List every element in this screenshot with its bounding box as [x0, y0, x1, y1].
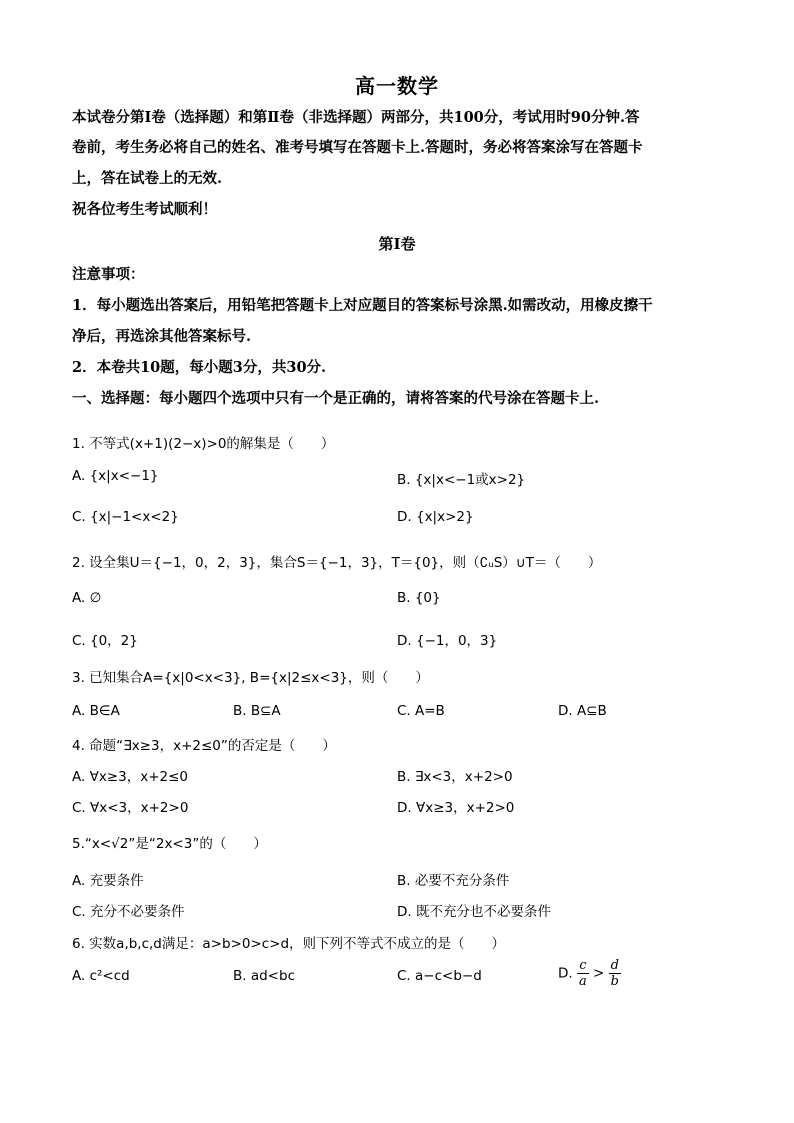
question-2-option-b[interactable]: B. {0}	[397, 590, 441, 606]
question-6-option-d[interactable]	[558, 958, 621, 989]
question-5-option-d[interactable]: D. 既不充分也不必要条件	[397, 904, 551, 920]
intro-line-3: 上，答在试卷上的无效.	[72, 170, 223, 187]
notes-item-1-line-1: 1．每小题选出答案后，用铅笔把答题卡上对应题目的答案标号涂黑.如需改动，用橡皮擦干	[72, 297, 653, 314]
question-1-option-a[interactable]: A. {x|x<−1}	[72, 468, 159, 484]
question-1-stem: 1. 不等式(x+1)(2−x)>0的解集是（ ）	[72, 436, 335, 452]
question-4-option-c[interactable]: C. ∀x<3，x+2>0	[72, 800, 189, 816]
question-3-option-d[interactable]: D. A⊆B	[558, 703, 607, 719]
fraction-d-over-b-denominator: b	[610, 974, 619, 989]
question-1-option-b[interactable]: B. {x|x<−1或x>2}	[397, 472, 526, 488]
fraction-c-over-a-numerator: c	[577, 958, 589, 974]
question-2-option-a[interactable]: A. ∅	[72, 590, 102, 606]
greater-than-sign: >	[593, 965, 605, 982]
notes-item-1-line-2: 净后，再选涂其他答案标号.	[72, 328, 252, 345]
part-1-heading: 一、选择题：每小题四个选项中只有一个是正确的，请将答案的代号涂在答题卡上.	[72, 390, 600, 407]
question-6-stem: 6. 实数a,b,c,d满足：a>b>0>c>d，则下列不等式不成立的是（ ）	[72, 936, 506, 952]
question-3-option-a[interactable]: A. B∈A	[72, 703, 120, 719]
question-3-stem: 3. 已知集合A={x|0<x<3}, B={x|2≤x<3}，则（ ）	[72, 670, 429, 686]
question-2-option-d[interactable]: D. {−1，0，3}	[397, 633, 498, 649]
notes-heading: 注意事项：	[72, 266, 145, 283]
question-6-option-d-label: D.	[558, 965, 573, 982]
notes-item-2: 2．本卷共10题，每小题3分，共30分.	[72, 359, 327, 376]
fraction-d-over-b-numerator: d	[610, 958, 619, 973]
question-5-stem: 5.“x<√2”是“2x<3”的（ ）	[72, 836, 267, 852]
fraction-c-over-a	[577, 958, 589, 989]
question-3-option-b[interactable]: B. B⊆A	[233, 703, 281, 719]
question-2-stem: 2. 设全集U＝{−1，0，2，3}，集合S＝{−1，3}，T＝{0}，则（∁ᵤS）∪T＝（ ）	[72, 555, 602, 571]
page-title: 高一数学	[355, 74, 439, 98]
question-2-option-c[interactable]: C. {0，2}	[72, 633, 138, 649]
question-4-stem: 4. 命题“∃x≥3，x+2≤0”的否定是（ ）	[72, 738, 336, 754]
fraction-d-over-b	[609, 958, 621, 989]
question-6-option-c[interactable]: C. a−c<b−d	[397, 968, 482, 984]
question-5-option-b[interactable]: B. 必要不充分条件	[397, 873, 510, 889]
question-5-option-c[interactable]: C. 充分不必要条件	[72, 904, 185, 920]
question-6-option-a[interactable]: A. c²<cd	[72, 968, 130, 984]
question-4-option-a[interactable]: A. ∀x≥3，x+2≤0	[72, 769, 188, 785]
intro-line-2: 卷前，考生务必将自己的姓名、准考号填写在答题卡上.答题时，务必将答案涂写在答题卡	[72, 139, 643, 156]
fraction-c-over-a-denominator: a	[578, 974, 587, 989]
question-1-option-c[interactable]: C. {x|−1<x<2}	[72, 509, 179, 525]
question-4-option-b[interactable]: B. ∃x<3，x+2>0	[397, 769, 513, 785]
question-1-option-d[interactable]: D. {x|x>2}	[397, 509, 474, 525]
question-4-option-d[interactable]: D. ∀x≥3，x+2>0	[397, 800, 515, 816]
question-6-option-b[interactable]: B. ad<bc	[233, 968, 295, 984]
intro-line-1: 本试卷分第Ⅰ卷（选择题）和第Ⅱ卷（非选择题）两部分，共100分，考试用时90分钟.答	[72, 109, 640, 126]
section-title: 第Ⅰ卷	[378, 235, 416, 253]
question-5-option-a[interactable]: A. 充要条件	[72, 873, 144, 889]
question-3-option-c[interactable]: C. A=B	[397, 703, 445, 719]
intro-line-4: 祝各位考生考试顺利！	[72, 201, 217, 218]
